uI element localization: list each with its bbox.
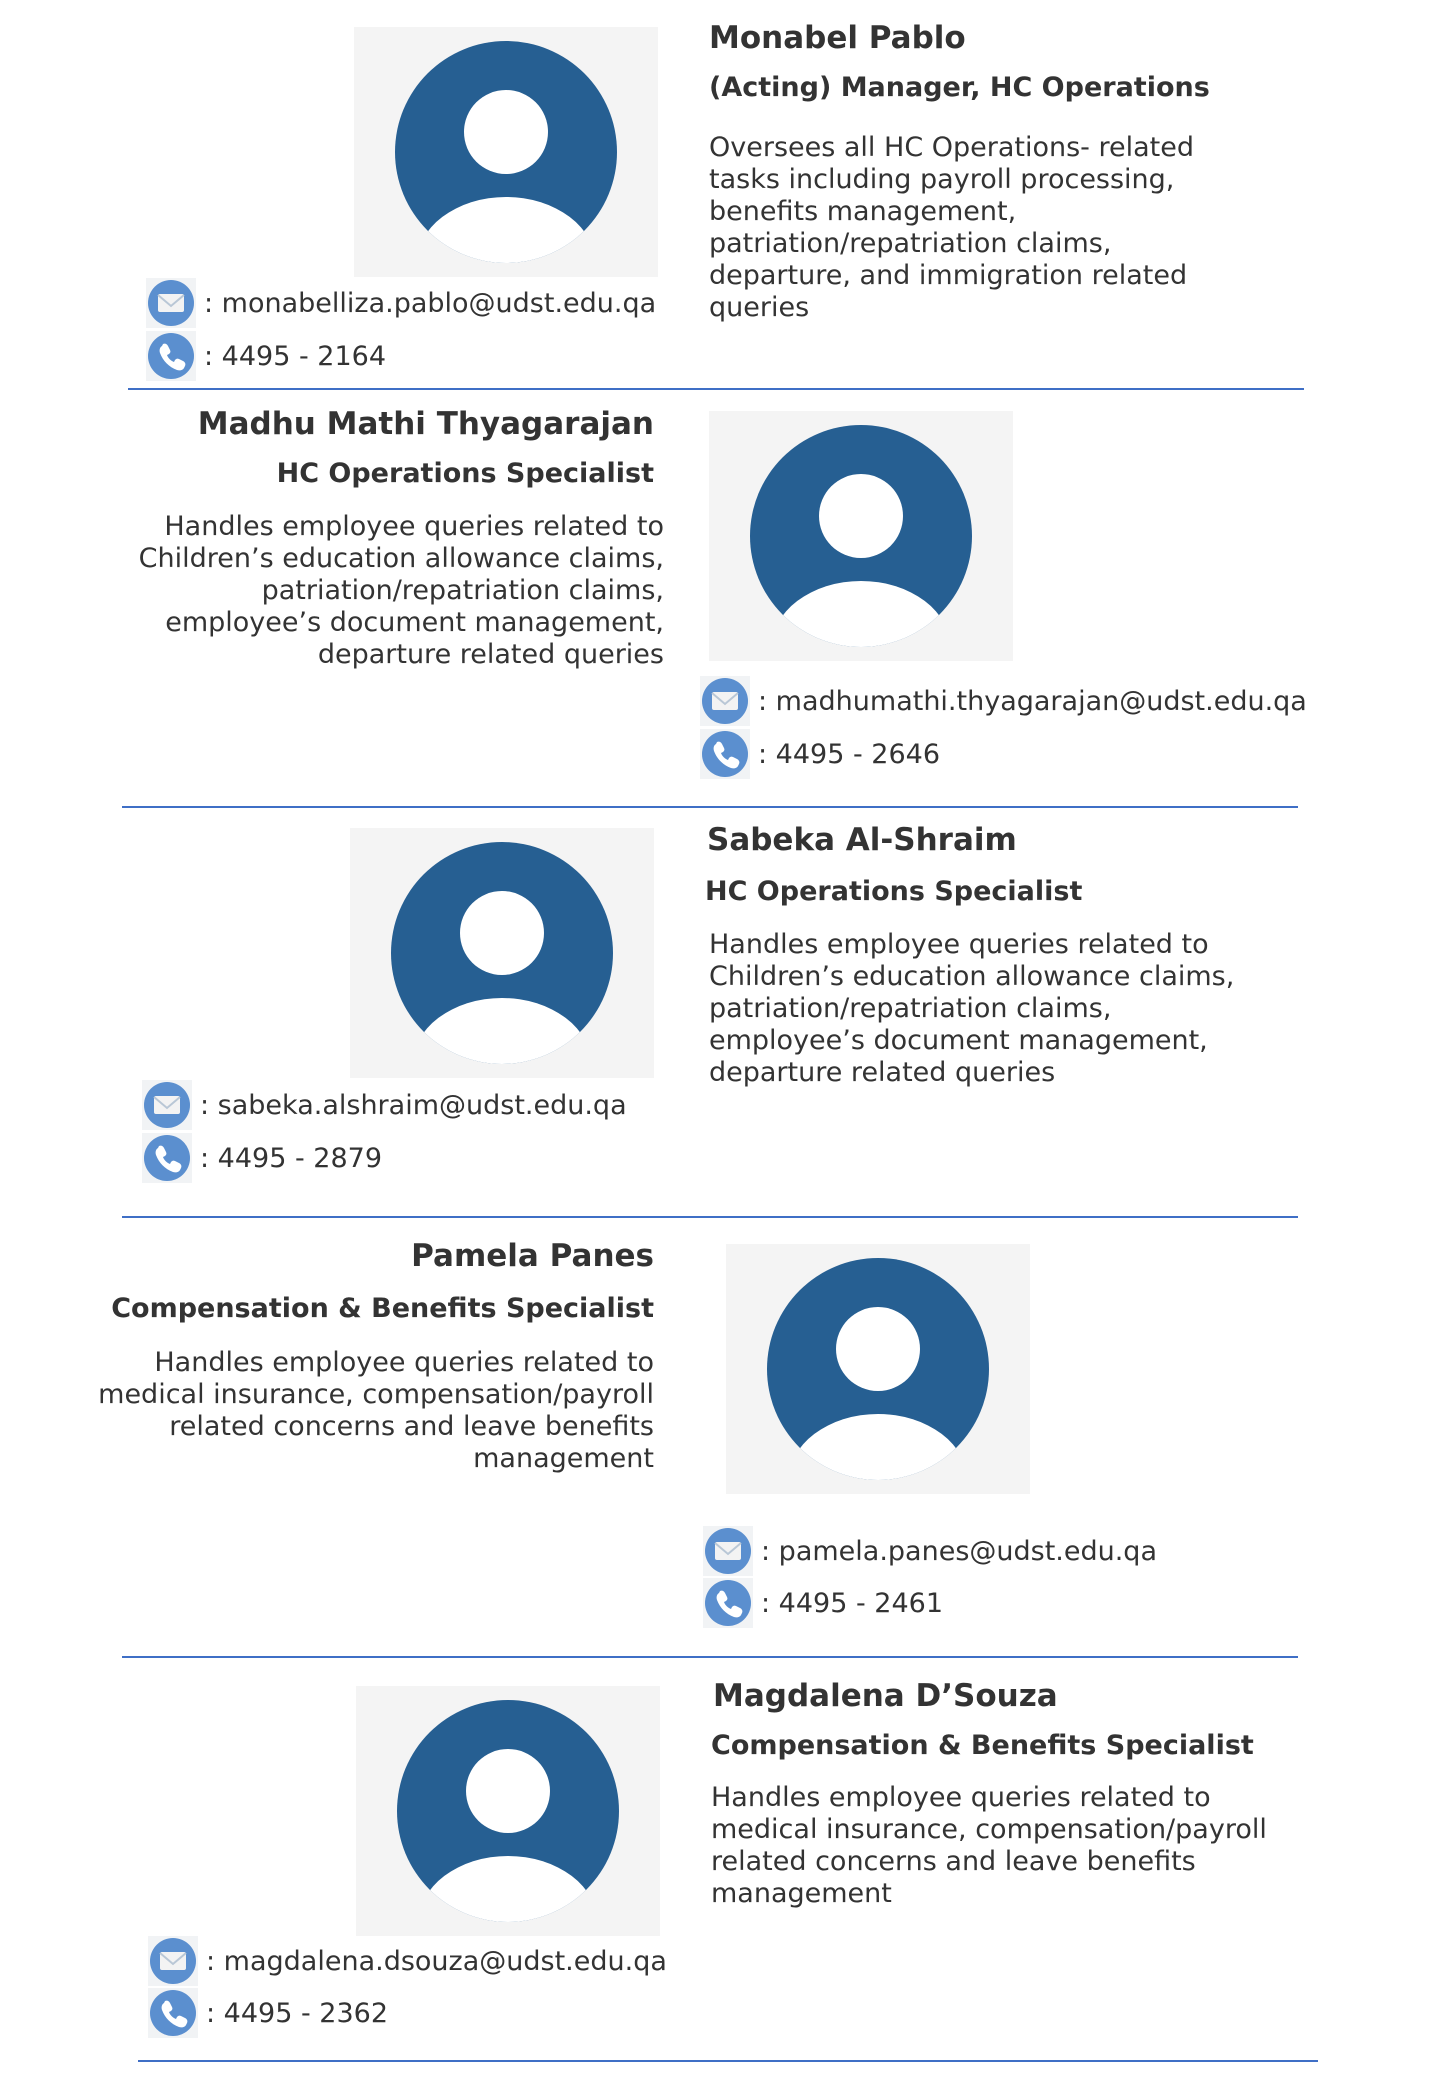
phone-number[interactable]: : 4495 - 2461 (761, 1587, 944, 1619)
phone-contact (148, 1988, 388, 2038)
staff-name: Sabeka Al-Shraim (707, 822, 1017, 858)
email-contact (142, 1080, 627, 1130)
email-icon (142, 1080, 192, 1130)
staff-description: Handles employee queries related to Children’s education allowance claims, patriation/repatriation claims, employee’s document management, departure related queries (709, 929, 1235, 1088)
section-divider (122, 806, 1298, 808)
staff-role: HC Operations Specialist (705, 876, 1083, 907)
phone-contact (703, 1578, 943, 1628)
avatar-icon (726, 1244, 1030, 1494)
email-contact (146, 278, 656, 328)
staff-name: Madhu Mathi Thyagarajan (197, 406, 654, 442)
staff-description: Handles employee queries related to medical insurance, compensation/payroll related concerns and leave benefits management (711, 1782, 1267, 1909)
phone-icon (700, 729, 750, 779)
email-address[interactable]: : monabelliza.pablo@udst.edu.qa (204, 287, 657, 319)
email-address[interactable]: : pamela.panes@udst.edu.qa (761, 1535, 1157, 1567)
staff-description: Oversees all HC Operations- related tasks including payroll processing, benefits management, patriation/repatriation claims, departure, and immigration related queries (709, 132, 1195, 323)
section-divider (122, 1216, 1298, 1218)
profile-photo (709, 411, 1013, 661)
profile-photo (350, 828, 654, 1078)
section-divider (138, 2060, 1318, 2062)
phone-number[interactable]: : 4495 - 2164 (204, 340, 387, 372)
email-icon (146, 278, 196, 328)
staff-name: Monabel Pablo (709, 20, 966, 56)
staff-role: Compensation & Benefits Specialist (711, 1730, 1254, 1761)
phone-icon (142, 1133, 192, 1183)
email-contact (703, 1526, 1157, 1576)
phone-contact (700, 729, 940, 779)
phone-icon (146, 331, 196, 381)
email-address[interactable]: : sabeka.alshraim@udst.edu.qa (200, 1089, 627, 1121)
staff-description: Handles employee queries related to Children’s education allowance claims, patriation/repatriation claims, employee’s document management, departure related queries (138, 511, 664, 670)
section-divider (122, 1656, 1298, 1658)
phone-number[interactable]: : 4495 - 2646 (758, 738, 941, 770)
avatar-icon (350, 828, 654, 1078)
phone-icon (703, 1578, 753, 1628)
email-icon (703, 1526, 753, 1576)
profile-photo (354, 27, 658, 277)
profile-photo (356, 1686, 660, 1936)
email-icon (148, 1936, 198, 1986)
phone-number[interactable]: : 4495 - 2879 (200, 1142, 383, 1174)
phone-number[interactable]: : 4495 - 2362 (206, 1997, 389, 2029)
staff-role: HC Operations Specialist (276, 458, 654, 489)
profile-photo (726, 1244, 1030, 1494)
staff-description: Handles employee queries related to medical insurance, compensation/payroll related concerns and leave benefits management (98, 1347, 654, 1474)
staff-role: Compensation & Benefits Specialist (111, 1293, 654, 1324)
email-icon (700, 676, 750, 726)
phone-contact (146, 331, 386, 381)
avatar-icon (354, 27, 658, 277)
avatar-icon (356, 1686, 660, 1936)
email-address[interactable]: : madhumathi.thyagarajan@udst.edu.qa (758, 685, 1307, 717)
staff-role: (Acting) Manager, HC Operations (709, 72, 1210, 103)
avatar-icon (709, 411, 1013, 661)
phone-contact (142, 1133, 382, 1183)
staff-name: Magdalena D’Souza (713, 1678, 1058, 1714)
phone-icon (148, 1988, 198, 2038)
email-address[interactable]: : magdalena.dsouza@udst.edu.qa (206, 1945, 667, 1977)
email-contact (148, 1936, 667, 1986)
staff-name: Pamela Panes (411, 1238, 654, 1274)
email-contact (700, 676, 1307, 726)
section-divider (128, 388, 1304, 390)
